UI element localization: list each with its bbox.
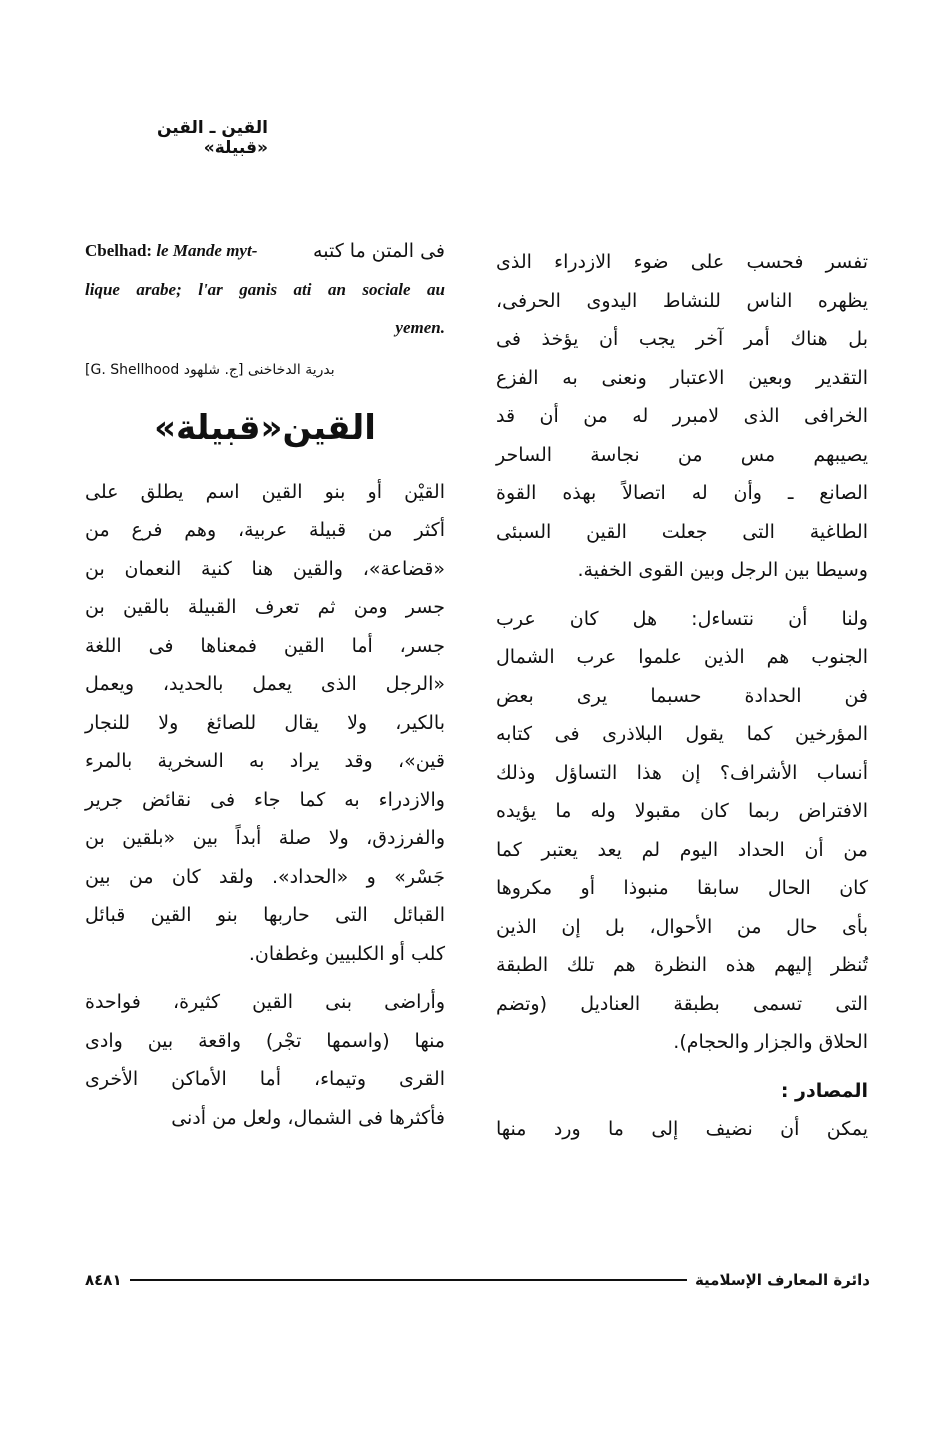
text-line: بأى حال من الأحوال، بل إن الذين bbox=[496, 915, 868, 938]
text-line: قين»، وقد يراد به السخرية بالمرء bbox=[85, 750, 445, 772]
text-line: «الرجل الذى يعمل بالحديد، ويعمل bbox=[85, 673, 445, 695]
text-line: وأراضى بنى القين كثيرة، فواحدة bbox=[85, 991, 445, 1013]
reference-line-3: yemen. bbox=[395, 317, 445, 337]
reference-line-2: lique arabe; l'ar ganis ati an sociale au bbox=[85, 279, 445, 299]
text-line: فن الحدادة حسبما يرى بعض bbox=[496, 684, 868, 707]
paragraph bbox=[496, 243, 868, 590]
text-line: التقدير وبعين الاعتبار ونعنى به الفزع bbox=[496, 366, 868, 389]
text-line: جسر، أما القين فمعناها فى اللغة bbox=[85, 634, 445, 657]
text-line: «قضاعة»، والقين هنا كنية النعمان بن bbox=[85, 557, 445, 580]
publication-name: دائرة المعارف الإسلامية bbox=[694, 1271, 870, 1289]
text-line: ولنا أن نتساءل: هل كان عرب bbox=[496, 607, 868, 630]
text-line: جَسْر» و «الحداد». ولقد كان من بين bbox=[85, 865, 445, 888]
text-line: الطاغية التى جعلت القين السبئى bbox=[496, 520, 868, 543]
text-line: أنساب الأشراف؟ إن هذا التساؤل وذلك bbox=[496, 761, 868, 784]
text-line: بل هناك أمر آخر يجب أن يؤخذ فى bbox=[496, 328, 868, 350]
text-line: بالكير، ولا يقال للصائغ ولا للنجار bbox=[85, 711, 445, 734]
sources-heading: المصادر : bbox=[780, 1079, 868, 1102]
footer-rule bbox=[130, 1279, 687, 1281]
text-line: كلب أو الكلبيين وغطفان. bbox=[248, 942, 445, 965]
text-line: الخرافى الذى لامبرر له من أن قد bbox=[496, 405, 868, 427]
text-line: يصيبهم مس من نجاسة الساحر bbox=[496, 443, 868, 466]
text-line: فأكثرها فى الشمال، ولعل من أدنى bbox=[171, 1106, 445, 1129]
text-line: والفرزدق، ولا صلة أبداً بين «بلقين بن bbox=[85, 827, 445, 849]
article-author: بدرية الدخاخنى [ج. شلهود G. Shellhood] bbox=[85, 361, 335, 378]
text-line: الافتراض ربما كان مقبولا وله ما يؤيده bbox=[496, 800, 868, 822]
text-line: وسيطا بين الرجل وبين القوى الخفية. bbox=[577, 559, 868, 581]
right-column bbox=[496, 243, 868, 1149]
text-line: القرى وتيماء، أما الأماكن الأخرى bbox=[85, 1068, 445, 1090]
reference-arabic: فى المتن ما كتبه bbox=[313, 240, 445, 262]
article-title: القين«قبيلة» bbox=[154, 407, 376, 448]
reference-line-1 bbox=[85, 232, 445, 271]
text-line: المؤرخين كما يقول البلاذرى فى كتابه bbox=[496, 723, 868, 745]
text-line: القبائل التى حاربها بنو القين قبائل bbox=[85, 904, 445, 926]
text-line: القيْن أو بنو القين اسم يطلق على bbox=[85, 480, 445, 503]
text-line: الصانع ـ وأن له اتصالاً بهذه القوة bbox=[496, 482, 868, 504]
text-line: أكثر من قبيلة عربية، وهم فرع من bbox=[85, 519, 445, 541]
left-column bbox=[85, 232, 445, 1147]
text-line: الجنوب هم الذين علموا عرب الشمال bbox=[496, 646, 868, 668]
text-line: تُنظر إليهم هذه النظرة هم تلك الطبقة bbox=[496, 954, 868, 976]
reference-author: Cbelhad: bbox=[85, 241, 153, 260]
text-line: يظهره الناس للنشاط اليدوى الحرفى، bbox=[496, 289, 868, 312]
reference-title-start: le Mande myt- bbox=[156, 241, 258, 260]
text-line: الحلاق والجزار والحجام). bbox=[673, 1031, 868, 1053]
paragraph bbox=[496, 600, 868, 1062]
sources-text: يمكن أن نضيف إلى ما ورد منها bbox=[496, 1118, 868, 1140]
text-line: والازدراء به كما جاء فى نقائض جرير bbox=[85, 788, 445, 811]
page-number: ٨٤٨١ bbox=[85, 1271, 122, 1289]
paragraph bbox=[85, 473, 445, 974]
text-line: منها (واسمها تجْر) واقعة بين وادى bbox=[85, 1029, 445, 1052]
text-line: تفسر فحسب على ضوء الازدراء الذى bbox=[496, 251, 868, 273]
text-line: جسر ومن ثم تعرف القبيلة بالقين بن bbox=[85, 596, 445, 618]
running-header: القين ـ القين «قبيلة» bbox=[156, 118, 268, 158]
paragraph bbox=[85, 983, 445, 1137]
text-line: التى تسمى بطبقة العناديل (وتضم bbox=[496, 992, 868, 1015]
page-footer bbox=[85, 1268, 870, 1292]
text-line: من أن الحداد اليوم لم يعد يعتبر كما bbox=[496, 838, 868, 861]
text-line: كان الحال سابقا منبوذا أو مكروها bbox=[496, 877, 868, 899]
